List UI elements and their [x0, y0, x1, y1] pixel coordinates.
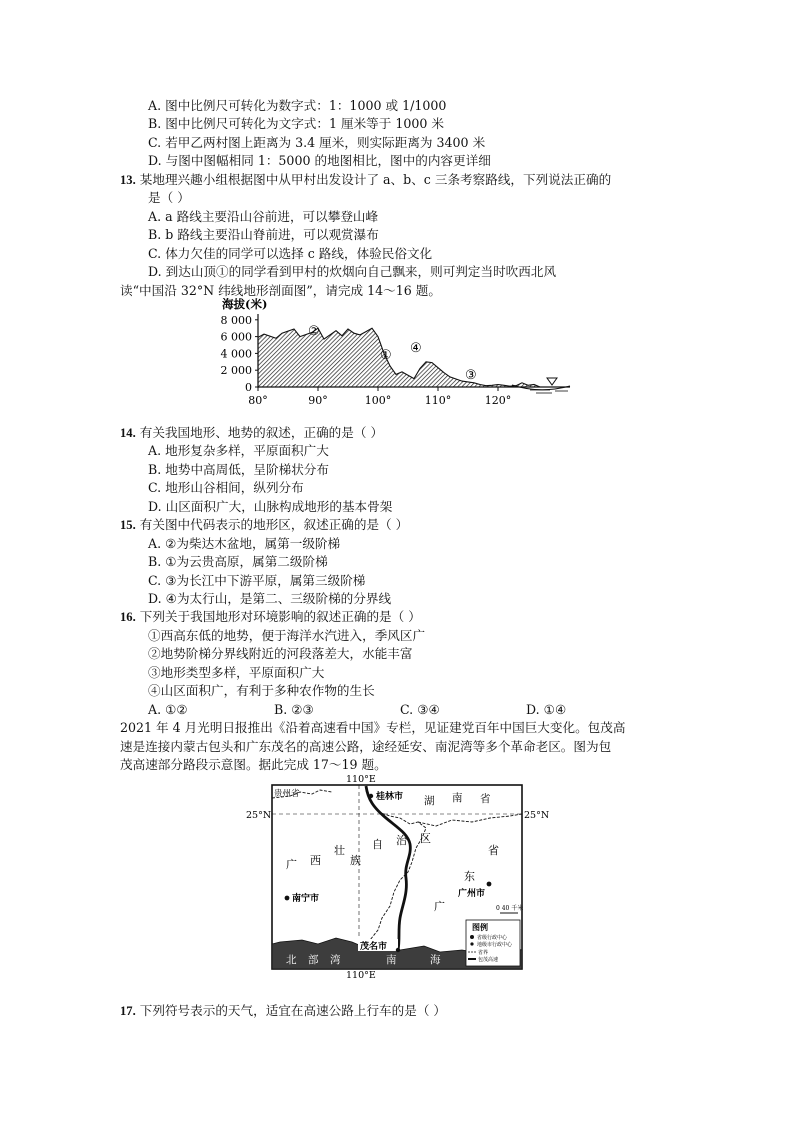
q13-stem-line2: 是（ ） [148, 190, 190, 205]
q16-item-3: ③地形类型多样，平原面积广大 [148, 665, 325, 680]
label-bu: 部 [308, 954, 319, 966]
baomao-expressway-map [240, 772, 560, 982]
q16-choice-a: A. ①② [148, 702, 188, 717]
label-maoming: 茂名市 [360, 942, 388, 952]
label-zi: 自 [372, 838, 383, 851]
nanning-dot [285, 896, 290, 901]
y-ticks [221, 314, 259, 394]
q15-option-a: A. ②为柴达木盆地，属第一级阶梯 [148, 536, 341, 551]
x-tick-label: 100° [364, 394, 392, 407]
q15-option-d: D. ④为太行山，是第二、三级阶梯的分界线 [148, 591, 392, 606]
label-sheng-1: 省 [480, 793, 491, 805]
q13-number: 13. [120, 173, 136, 187]
y-tick-label: 4 000 [220, 347, 252, 361]
label-guilin: 桂林市 [376, 792, 404, 802]
marker-4: ④ [410, 341, 422, 356]
y-tick-label: 6 000 [220, 330, 252, 344]
q13-option-d: D. 到达山顶①的同学看到甲村的炊烟向自己飘来，则可判定当时吹西北风 [148, 264, 557, 279]
x-tick-label: 120° [484, 394, 512, 407]
legend-expressway: 包茂高速 [478, 957, 499, 963]
q13-option-a: A. a 路线主要沿山谷前进，可以攀登山峰 [148, 209, 379, 224]
q13-stem [120, 171, 611, 189]
q16-stem [120, 608, 421, 626]
intro-14-16: 读“中国沿 32°N 纬线地形剖面图”，请完成 14～16 题。 [120, 283, 441, 298]
q14-number: 14. [120, 426, 136, 440]
y-tick-label: 2 000 [220, 364, 252, 378]
q14-stem-text: 有关我国地形、地势的叙述，正确的是（ ） [139, 425, 384, 440]
guangzhou-dot [487, 882, 492, 887]
label-bei: 北 [286, 954, 297, 966]
q15-option-b: B. ①为云贵高原，属第二级阶梯 [148, 554, 328, 569]
label-sheng-2: 省 [488, 844, 499, 857]
terrain-area [258, 328, 540, 387]
q17-stem-text: 下列符号表示的天气，适宜在高速公路上行车的是（ ） [139, 1003, 447, 1018]
marker-2: ② [308, 324, 320, 339]
q16-stem-text: 下列关于我国地形对环境影响的叙述正确的是（ ） [139, 609, 421, 624]
legend-title: 图例 [472, 922, 488, 932]
lat-left-label: 25°N [246, 810, 272, 821]
marker-1: ① [380, 348, 392, 363]
label-dong: 东 [464, 870, 475, 883]
q15-stem [120, 516, 408, 534]
intro-17-19-line3: 茂高速部分路段示意图。据此完成 17～19 题。 [120, 757, 387, 772]
intro-17-19-line1: 2021 年 4 月光明日报推出《沿着高速看中国》专栏，见证建党百年中国巨大变化。包茂高 [120, 720, 626, 735]
lat-right-label: 25°N [524, 810, 550, 821]
label-xi: 西 [310, 854, 321, 867]
q13-option-c: C. 体力欠佳的同学可以选择 c 路线，体验民俗文化 [148, 246, 433, 261]
terrain-profile-chart [200, 296, 580, 412]
lon-top-label: 110°E [346, 774, 376, 785]
y-tick-label: 8 000 [220, 313, 252, 327]
label-guangzhou: 广州市 [458, 889, 486, 899]
legend-province-border: 省界 [478, 950, 489, 956]
q15-option-c: C. ③为长江中下游平原，属第三级阶梯 [148, 573, 366, 588]
x-tick-label: 80° [248, 394, 268, 407]
scale-label: 0 40 千米 [496, 905, 524, 912]
y-tick-label: 0 [245, 381, 252, 394]
label-guizhou: 贵州省 [274, 789, 300, 799]
q12-option-b: B. 图中比例尺可转化为文字式：1 厘米等于 1000 米 [148, 116, 445, 131]
legend-prefecture-center-icon [470, 942, 473, 945]
q15-number: 15. [120, 518, 136, 532]
intro-17-19-line2: 速是连接内蒙古包头和广东茂名的高速公路，途经延安、南泥湾等多个革命老区。图为包 [120, 739, 612, 754]
label-nanning: 南宁市 [292, 894, 320, 904]
maoming-dot [396, 948, 400, 952]
sea-level-marker-icon [547, 378, 557, 385]
q14-option-a: A. 地形复杂多样，平原面积广大 [148, 443, 329, 458]
guilin-dot [369, 794, 373, 798]
q16-item-2: ②地势阶梯分界线附近的河段落差大，水能丰富 [148, 646, 413, 661]
q16-item-1: ①西高东低的地势，便于海洋水汽进入，季风区广 [148, 628, 426, 643]
q13-option-b: B. b 路线主要沿山脊前进，可以观赏瀑布 [148, 227, 379, 242]
x-ticks [248, 387, 511, 407]
x-tick-label: 110° [424, 394, 452, 407]
q16-choice-b: B. ②③ [274, 702, 314, 717]
q12-option-a: A. 图中比例尺可转化为数字式：1：1000 或 1/1000 [148, 98, 447, 113]
legend-provincial-center: 省级行政中心 [477, 935, 508, 941]
label-nan-hai-1: 南 [386, 954, 397, 966]
label-nan: 南 [452, 792, 463, 804]
legend-prefecture-center: 地级市行政中心 [477, 942, 513, 948]
q14-option-d: D. 山区面积广大，山脉构成地形的基本骨架 [148, 499, 393, 514]
q15-stem-text: 有关图中代码表示的地形区，叙述正确的是（ ） [139, 517, 409, 532]
q12-option-c: C. 若甲乙两村图上距离为 3.4 厘米，则实际距离为 3400 米 [148, 135, 486, 150]
lon-bottom-label: 110°E [346, 970, 376, 981]
marker-3: ③ [465, 368, 477, 383]
legend-provincial-center-icon [470, 935, 474, 939]
label-wan: 湾 [330, 954, 341, 966]
q16-choice-c: C. ③④ [400, 702, 440, 717]
q14-option-c: C. 地形山谷相间，纵列分布 [148, 480, 304, 495]
label-guang-2: 广 [434, 900, 445, 913]
q12-option-d: D. 与图中图幅相同 1：5000 的地图相比，图中的内容更详细 [148, 153, 491, 168]
q17-stem [120, 1002, 446, 1020]
label-zhi: 治 [396, 834, 407, 847]
label-zhuang: 壮 [334, 844, 345, 857]
label-zu: 族 [350, 854, 361, 867]
x-tick-label: 90° [308, 394, 328, 407]
label-guang-1: 广 [286, 858, 297, 871]
q16-number: 16. [120, 610, 136, 624]
label-nan-hai-2: 海 [430, 954, 441, 966]
label-qu: 区 [420, 832, 431, 845]
profile-ylabel: 海拔(米) [222, 297, 268, 311]
q13-stem-line1: 某地理兴趣小组根据图中从甲村出发设计了 a、b、c 三条考察路线，下列说法正确的 [139, 172, 612, 187]
label-hu: 湖 [424, 795, 435, 807]
q14-stem [120, 424, 383, 442]
q17-number: 17. [120, 1004, 136, 1018]
q16-choice-d: D. ①④ [526, 702, 567, 717]
q16-item-4: ④山区面积广，有利于多种农作物的生长 [148, 683, 375, 698]
q14-option-b: B. 地势中高周低，呈阶梯状分布 [148, 462, 329, 477]
